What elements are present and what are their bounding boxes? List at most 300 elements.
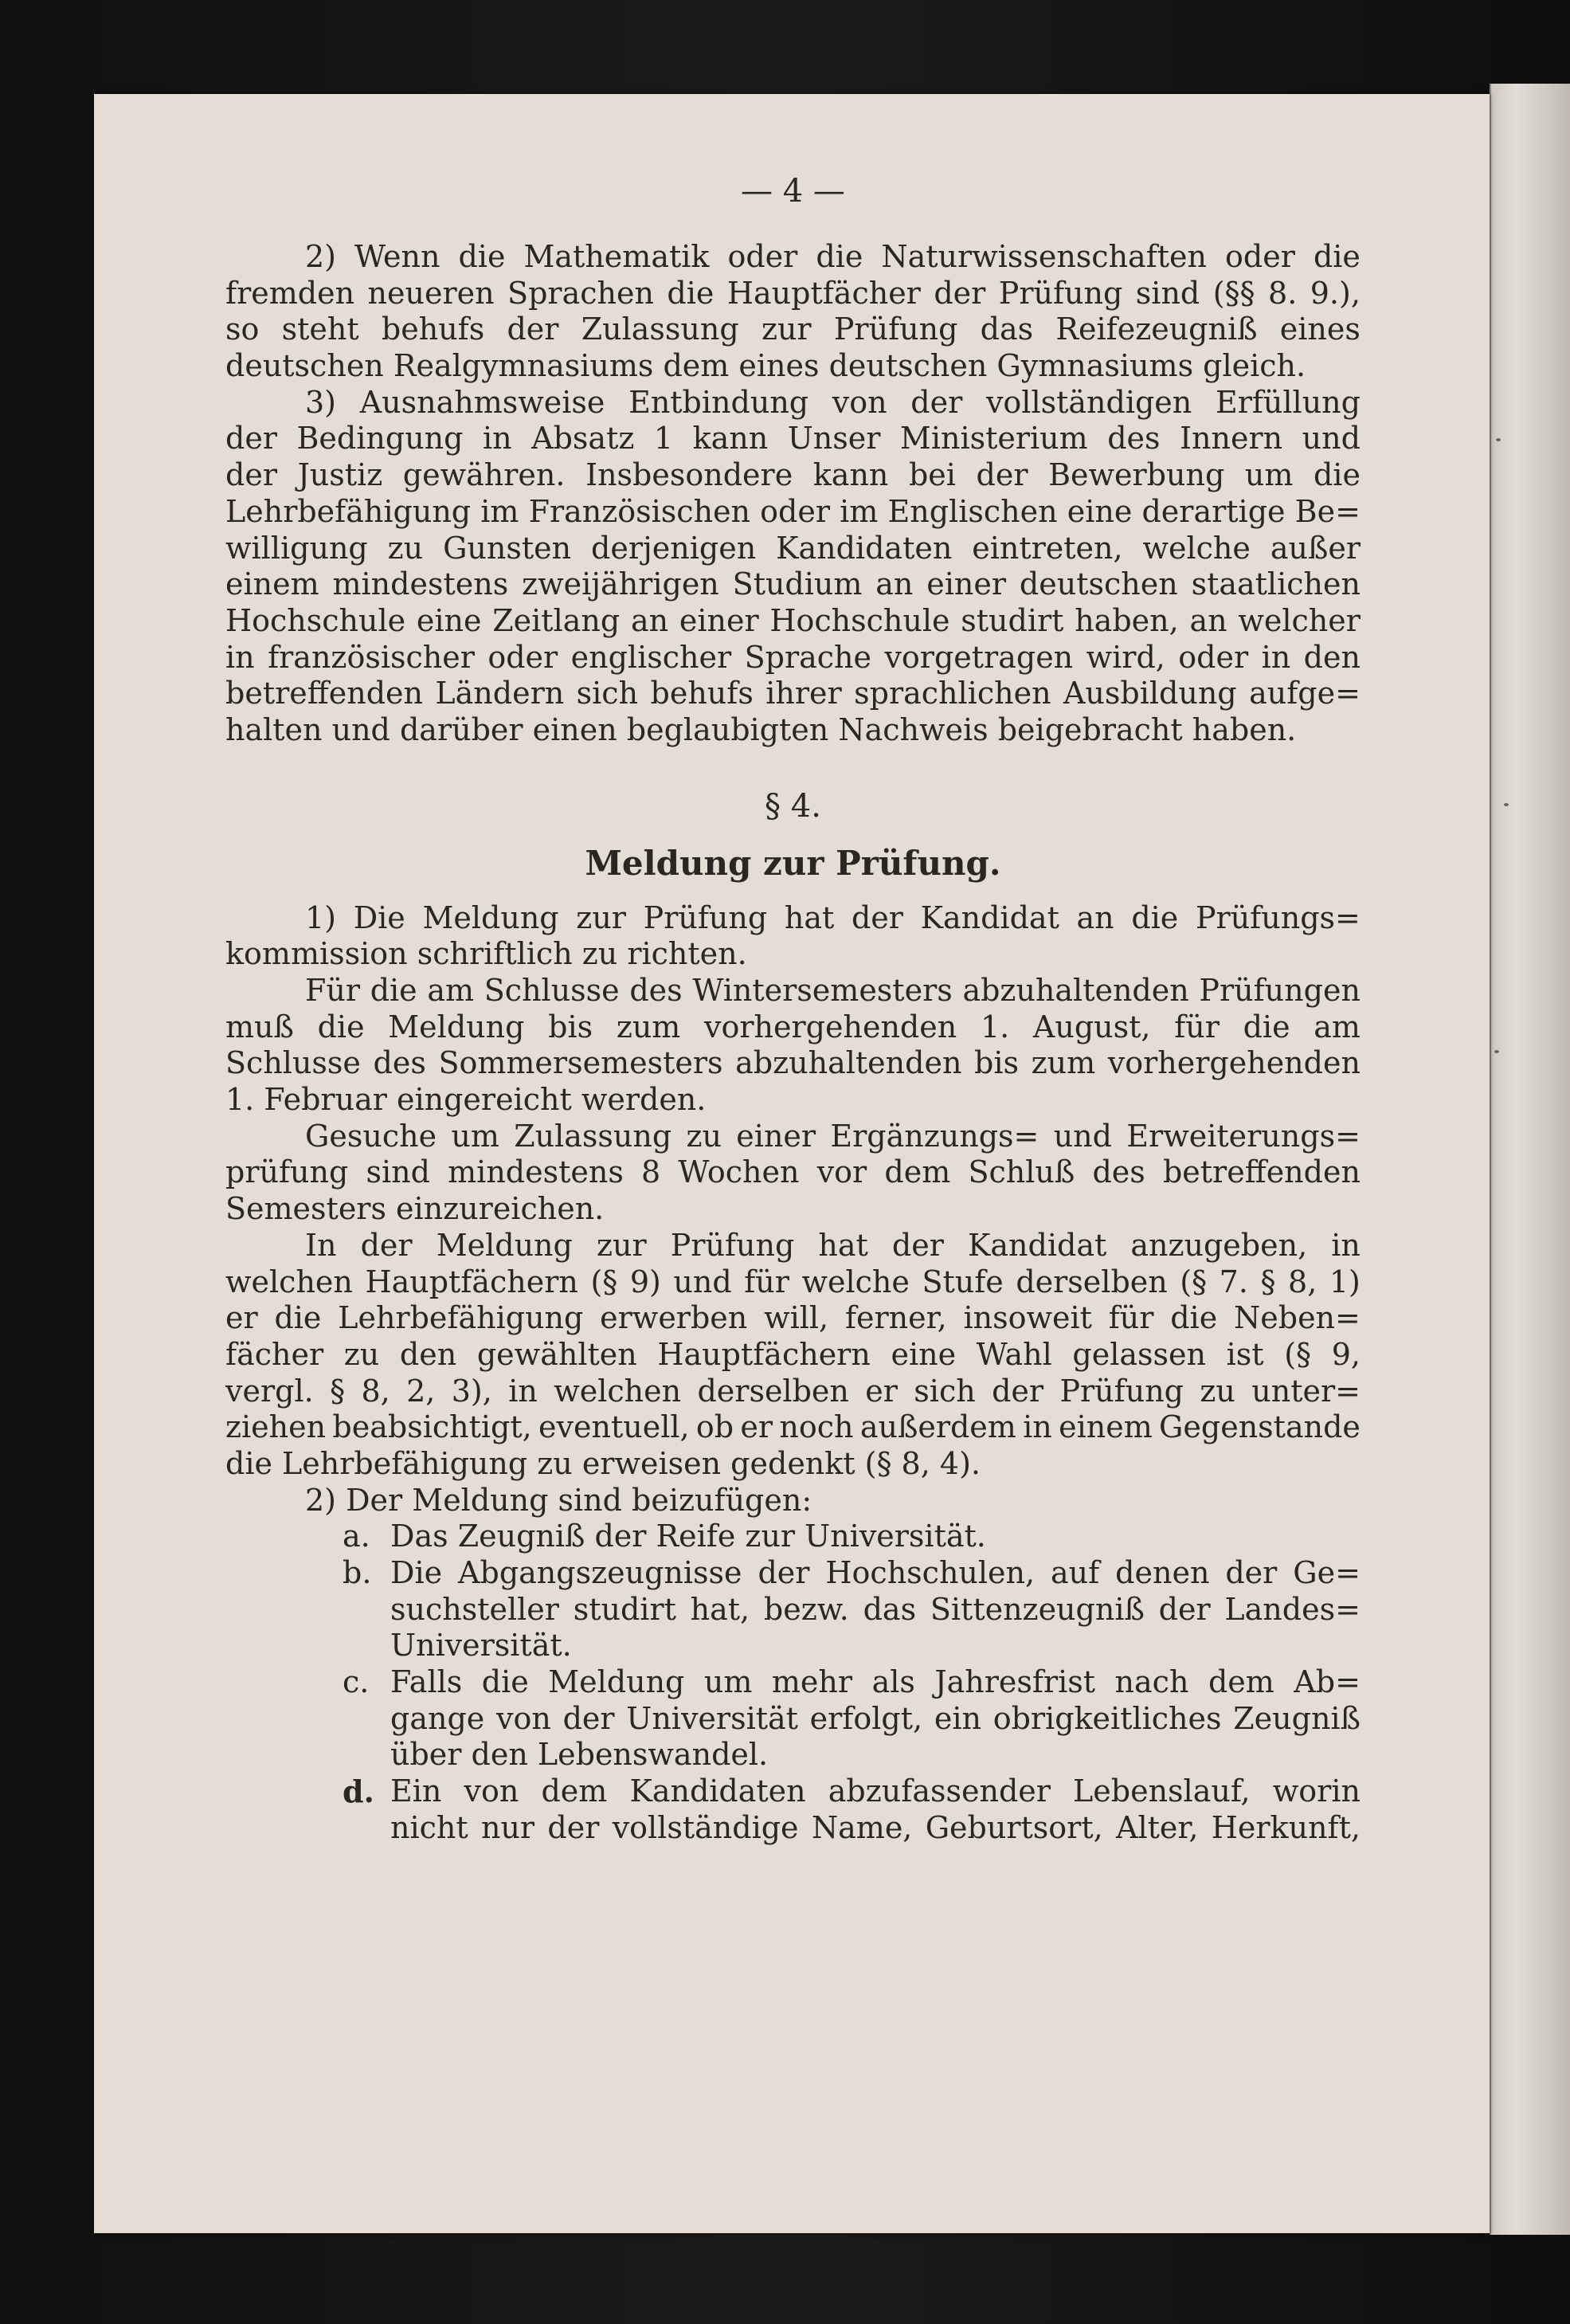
word: der: [507, 312, 559, 347]
word: Prüfung: [998, 275, 1123, 311]
word: sprachlichen: [854, 676, 1051, 711]
word: Name,: [811, 1809, 913, 1845]
text-line: Universität.: [390, 1628, 572, 1664]
word: auf: [1051, 1555, 1100, 1591]
word: willigung: [225, 530, 368, 566]
word: oder: [727, 239, 798, 274]
word: §: [1260, 1264, 1276, 1299]
word: in: [1261, 639, 1291, 675]
word: Hochschule: [769, 602, 950, 638]
text-line: deutschen Realgymnasiums dem eines deutschen Gymnasiums gleich.: [225, 348, 1306, 384]
word: Ausbildung: [1063, 676, 1237, 711]
word: hat,: [690, 1591, 750, 1627]
text-line: [225, 457, 1361, 494]
word: der: [360, 1227, 413, 1263]
section-4-paragraph-1: [225, 900, 1361, 973]
word: derselben: [697, 1373, 849, 1409]
word: 2): [305, 239, 337, 274]
list-marker: a.: [343, 1519, 370, 1554]
page-number: — 4 —: [741, 173, 845, 210]
word: die: [1313, 239, 1361, 274]
word: er: [740, 1409, 773, 1445]
word: anzugeben,: [1130, 1227, 1308, 1263]
word: Universität: [626, 1700, 798, 1736]
word: in: [1331, 1227, 1361, 1263]
word: deutschen: [1019, 566, 1178, 602]
word: oder: [1178, 639, 1249, 675]
word: von: [832, 384, 887, 420]
text-line: [225, 1409, 1361, 1446]
word: ferner,: [844, 1300, 947, 1336]
word: (§: [1284, 1336, 1312, 1372]
word: Hauptfächer: [726, 275, 921, 311]
word: Lehrbefähigung: [338, 1300, 584, 1336]
word: vorhergehenden: [1107, 1045, 1361, 1081]
word: zur: [761, 312, 812, 347]
word: abzuhaltenden: [735, 1045, 962, 1081]
word: noch: [779, 1409, 854, 1445]
word: sich: [576, 676, 639, 711]
word: erfolgt,: [809, 1700, 923, 1736]
text-line: [225, 1154, 1361, 1191]
word: Ergänzungs=: [830, 1118, 1039, 1154]
word: neueren: [367, 275, 495, 311]
paper-speck: [1504, 803, 1509, 806]
word: Hochschule: [225, 602, 406, 638]
word: Gesuche: [305, 1118, 437, 1154]
word: ein: [934, 1700, 981, 1736]
word: Schlusse: [484, 973, 620, 1008]
word: Hochschulen,: [825, 1555, 1036, 1591]
word: und: [673, 1264, 732, 1299]
word: Englischen: [887, 493, 1058, 529]
word: Lehrbefähigung: [225, 493, 472, 529]
word: am: [1314, 1009, 1361, 1044]
word: zu: [686, 1118, 722, 1154]
word: In: [305, 1227, 337, 1263]
word: wird,: [1086, 639, 1165, 675]
next-page-edge: [1490, 84, 1570, 2235]
text-line: [225, 973, 1361, 1009]
word: bis: [548, 1009, 593, 1044]
word: Gegenstande: [1159, 1409, 1361, 1445]
word: dem: [884, 1154, 951, 1190]
word: mindestens: [332, 566, 509, 602]
text-line: [225, 566, 1361, 603]
word: Meldung: [422, 899, 559, 935]
word: der: [992, 1373, 1044, 1409]
word: die: [1131, 899, 1179, 935]
word: vollständigen: [985, 384, 1192, 420]
word: Prüfung: [1059, 1373, 1184, 1409]
word: eine: [891, 1336, 957, 1372]
text-line: [225, 385, 1361, 421]
word: die: [274, 1300, 322, 1336]
word: Kandidaten: [629, 1773, 806, 1809]
text-line: [225, 1228, 1361, 1264]
paragraph-3: [225, 385, 1361, 749]
word: Schlusse: [225, 1045, 361, 1081]
word: Falls: [390, 1664, 463, 1700]
word: (§: [590, 1264, 618, 1299]
word: der: [547, 1809, 600, 1845]
word: Schluß: [968, 1154, 1075, 1190]
word: einer: [926, 566, 1007, 602]
word: im: [840, 493, 879, 529]
word: 1): [305, 899, 337, 935]
word: zum: [616, 1009, 681, 1044]
word: das: [980, 312, 1034, 347]
text-line: [225, 1300, 1361, 1337]
text-line: [225, 421, 1361, 457]
word: unter=: [1251, 1373, 1361, 1409]
word: Zulassung: [514, 1118, 672, 1154]
word: Innern: [1180, 421, 1283, 457]
text-line: Das Zeugniß der Reife zur Universität.: [390, 1519, 986, 1554]
word: Lebenslauf,: [1073, 1773, 1251, 1809]
word: sind: [366, 1154, 430, 1190]
word: Landes=: [1224, 1591, 1361, 1627]
text-line: Semesters einzureichen.: [225, 1191, 605, 1227]
word: dem: [541, 1773, 608, 1809]
text-line: [225, 494, 1361, 531]
paragraph-2: [225, 239, 1361, 385]
word: die: [816, 239, 863, 274]
word: das: [863, 1591, 917, 1627]
text-line: über den Lebenswandel.: [390, 1737, 769, 1773]
word: als: [871, 1664, 915, 1700]
text-line: [390, 1664, 1361, 1701]
word: die: [370, 973, 417, 1008]
word: Zulassung: [581, 312, 739, 347]
paper-speck: [1494, 1050, 1499, 1053]
word: studirt: [573, 1591, 676, 1627]
word: dem: [1208, 1664, 1274, 1700]
word: Mathematik: [523, 239, 710, 274]
word: von: [496, 1700, 551, 1736]
word: derartige: [1141, 493, 1286, 529]
word: worin: [1272, 1773, 1361, 1809]
word: ist: [1226, 1336, 1264, 1372]
text-line: [225, 1009, 1361, 1046]
word: vergl.: [225, 1373, 314, 1409]
word: Sprache: [744, 639, 872, 675]
word: zur: [596, 1227, 647, 1263]
word: Insbesondere: [585, 457, 793, 493]
word: Unser: [787, 421, 881, 457]
word: Reifezeugniß: [1055, 312, 1258, 347]
text-line: [225, 239, 1361, 276]
word: der: [934, 275, 986, 311]
word: suchsteller: [390, 1591, 559, 1627]
word: der: [225, 457, 277, 493]
word: um: [451, 1118, 499, 1154]
attachments-intro: 2) Der Meldung sind beizufügen:: [305, 1482, 812, 1518]
word: Erweiterungs=: [1126, 1118, 1361, 1154]
word: Für: [305, 973, 361, 1008]
word: Sprachen: [507, 275, 654, 311]
word: die: [481, 1664, 529, 1700]
text-line: [390, 1773, 1361, 1810]
word: 2,: [406, 1373, 436, 1409]
word: Sittenzeugniß: [930, 1591, 1145, 1627]
text-line: [225, 1374, 1361, 1410]
word: 8: [641, 1154, 661, 1190]
word: obrigkeitliches: [993, 1700, 1222, 1736]
word: an: [875, 566, 914, 602]
word: kann: [812, 457, 889, 493]
word: für: [744, 1264, 789, 1299]
word: Wahl: [976, 1336, 1052, 1372]
word: Geburtsort,: [925, 1809, 1103, 1845]
word: bei: [908, 457, 956, 493]
word: eventuell,: [538, 1409, 690, 1445]
word: Ausnahmsweise: [359, 384, 605, 420]
word: Wenn: [354, 239, 440, 274]
word: hat: [818, 1227, 868, 1263]
section-title: Meldung zur Prüfung.: [585, 843, 1001, 883]
word: der: [1158, 1591, 1211, 1627]
word: die: [1313, 457, 1361, 493]
word: zu: [1200, 1373, 1235, 1409]
word: von: [464, 1773, 519, 1809]
word: Alter,: [1116, 1809, 1199, 1845]
text-line: [225, 276, 1361, 312]
word: bis: [974, 1045, 1020, 1081]
word: einer: [679, 602, 759, 638]
list-marker: b.: [343, 1555, 372, 1591]
word: Be=: [1294, 493, 1361, 529]
word: Bewerbung: [1048, 457, 1225, 493]
word: die: [458, 239, 506, 274]
word: nur: [480, 1809, 535, 1845]
word: hat: [784, 899, 835, 935]
word: Französischen: [528, 493, 751, 529]
word: um: [1244, 457, 1294, 493]
word: haben,: [1075, 602, 1179, 638]
list-marker: c.: [343, 1664, 370, 1700]
word: er: [865, 1373, 898, 1409]
word: 9): [629, 1264, 661, 1299]
word: denen: [1115, 1555, 1210, 1591]
word: muß: [225, 1009, 294, 1044]
word: des: [1092, 1154, 1145, 1190]
word: prüfung: [225, 1154, 349, 1190]
word: Prüfungs=: [1195, 899, 1361, 935]
word: 1: [653, 421, 674, 457]
list-item: [225, 1519, 1361, 1555]
word: im: [480, 493, 519, 529]
text-line: [225, 1264, 1361, 1301]
text-line: [390, 1592, 1361, 1628]
word: Zeugniß: [1233, 1700, 1361, 1736]
word: Prüfung: [643, 899, 768, 935]
word: Ge=: [1293, 1555, 1361, 1591]
word: Gunsten: [443, 530, 572, 566]
word: Zeitlang: [492, 602, 621, 638]
word: Kandidaten: [776, 530, 953, 566]
word: 1): [1329, 1264, 1361, 1299]
word: Wintersemesters: [692, 973, 953, 1008]
word: der: [758, 1555, 810, 1591]
word: 3),: [451, 1373, 492, 1409]
word: welchen: [225, 1264, 353, 1299]
word: welche: [1142, 530, 1251, 566]
word: oder: [760, 493, 831, 529]
text-line: die Lehrbefähigung zu erweisen gedenkt (§ 8, 4).: [225, 1445, 981, 1481]
word: sich: [914, 1373, 976, 1409]
word: welchen: [554, 1373, 682, 1409]
text-line: [390, 1701, 1361, 1738]
word: er: [225, 1300, 258, 1336]
word: oder: [1225, 239, 1295, 274]
word: Meldung: [436, 1227, 573, 1263]
word: welche: [801, 1264, 910, 1299]
word: mindestens: [448, 1154, 624, 1190]
word: derselben: [1016, 1264, 1168, 1299]
text-line: [390, 1555, 1361, 1592]
word: sind: [1135, 275, 1200, 311]
word: nach: [1114, 1664, 1189, 1700]
text-line: [225, 900, 1361, 937]
word: 9.),: [1310, 275, 1361, 311]
list-item: [225, 1555, 1361, 1664]
word: Prüfung: [833, 312, 958, 347]
word: welcher: [1238, 602, 1361, 638]
word: Die: [353, 899, 405, 935]
word: Hauptfächern: [657, 1336, 871, 1372]
word: aufge=: [1249, 676, 1361, 711]
text-line: kommission schriftlich zu richten.: [225, 936, 747, 972]
section-4-paragraph-3: [225, 1119, 1361, 1228]
word: Ab=: [1294, 1664, 1361, 1700]
word: oder: [487, 639, 558, 675]
word: der: [910, 384, 963, 420]
word: Entbindung: [628, 384, 809, 420]
section-4-paragraph-4: [225, 1228, 1361, 1483]
word: des: [629, 973, 683, 1008]
word: betreffenden: [1162, 1154, 1361, 1190]
word: gelassen: [1072, 1336, 1206, 1372]
word: eine: [416, 602, 482, 638]
word: 7.: [1219, 1264, 1248, 1299]
word: gewähren.: [402, 457, 566, 493]
word: Meldung: [548, 1664, 685, 1700]
word: 9,: [1331, 1336, 1361, 1372]
word: Justiz: [297, 457, 383, 493]
word: Abgangszeugnisse: [458, 1555, 742, 1591]
attachments-list: [225, 1519, 1361, 1846]
word: ziehen: [225, 1409, 327, 1445]
word: die: [1243, 1009, 1290, 1044]
word: eine: [1067, 493, 1133, 529]
word: die: [317, 1009, 365, 1044]
word: vollständige: [612, 1809, 799, 1845]
text-line: halten und darüber einen beglaubigten Nachweis beigebracht haben.: [225, 711, 1297, 747]
word: beabsichtigt,: [332, 1409, 532, 1445]
word: der: [562, 1700, 615, 1736]
word: zum: [1031, 1045, 1096, 1081]
text-line: [225, 603, 1361, 640]
word: zu: [387, 530, 424, 566]
word: will,: [764, 1300, 829, 1336]
word: einem: [225, 566, 319, 602]
word: bezw.: [763, 1591, 849, 1627]
word: Kandidat: [968, 1227, 1107, 1263]
word: der: [225, 421, 277, 457]
word: steht: [281, 312, 359, 347]
text-line: [225, 1119, 1361, 1155]
word: Die: [390, 1555, 443, 1591]
word: Ländern: [435, 676, 565, 711]
word: mehr: [771, 1664, 853, 1700]
word: die: [667, 275, 715, 311]
word: der: [891, 1227, 944, 1263]
word: Hauptfächern: [365, 1264, 578, 1299]
word: des: [373, 1045, 426, 1081]
word: für: [1108, 1300, 1154, 1336]
word: 1.: [980, 1009, 1010, 1044]
word: Ministerium: [899, 421, 1088, 457]
page-content: [225, 167, 1361, 1847]
word: außer: [1270, 530, 1361, 566]
word: um: [703, 1664, 753, 1700]
word: Herkunft,: [1211, 1809, 1361, 1845]
word: Studium: [732, 566, 863, 602]
word: Meldung: [388, 1009, 525, 1044]
word: Prüfung: [670, 1227, 795, 1263]
word: ob: [695, 1409, 734, 1445]
word: Naturwissenschaften: [881, 239, 1208, 274]
word: des: [1107, 421, 1161, 457]
list-item: [225, 1773, 1361, 1846]
word: einer: [736, 1118, 816, 1154]
word: Erfüllung: [1215, 384, 1361, 420]
word: den: [1303, 639, 1361, 675]
word: kann: [692, 421, 769, 457]
word: nicht: [390, 1809, 468, 1845]
word: abzuhaltenden: [962, 973, 1189, 1008]
word: betreffenden: [225, 676, 423, 711]
text-line: [225, 676, 1361, 712]
word: zur: [576, 899, 626, 935]
word: an: [630, 602, 669, 638]
word: Bedingung: [296, 421, 464, 457]
word: und: [1053, 1118, 1112, 1154]
word: für: [1174, 1009, 1220, 1044]
word: fächer: [225, 1336, 324, 1372]
word: einem: [1059, 1409, 1153, 1445]
word: Neben=: [1234, 1300, 1361, 1336]
word: gewählten: [476, 1336, 637, 1372]
word: der: [851, 899, 903, 935]
word: behufs: [381, 312, 485, 347]
word: am: [427, 973, 475, 1008]
word: 8.: [1268, 275, 1298, 311]
word: französischer: [268, 639, 475, 675]
section-4-paragraph-2: [225, 973, 1361, 1119]
word: vorhergehenden: [704, 1009, 957, 1044]
word: August,: [1032, 1009, 1151, 1044]
text-line: [225, 1337, 1361, 1374]
word: Sommersemesters: [438, 1045, 723, 1081]
word: eintreten,: [972, 530, 1123, 566]
word: behufs: [650, 676, 754, 711]
word: insoweit: [963, 1300, 1092, 1336]
word: den: [399, 1336, 457, 1372]
word: (§§: [1212, 275, 1255, 311]
word: Kandidat: [920, 899, 1059, 935]
